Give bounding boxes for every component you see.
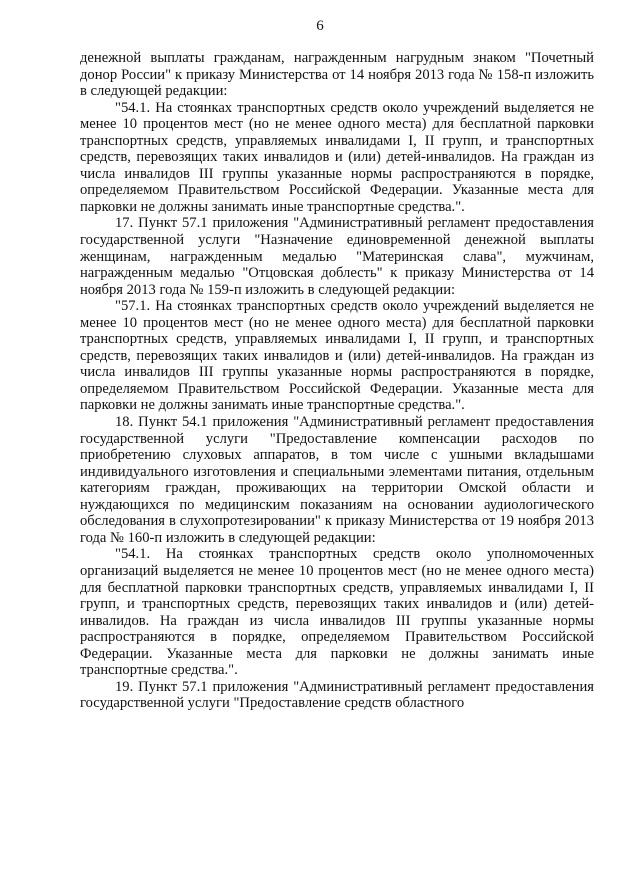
paragraph-item-17: 17. Пункт 57.1 приложения "Административный регламент предоставления государственной услуги "Назначение единовременной денежной выплаты женщинам, награжденным медалью "Материнская слава", мужчинам, награжденным медалью "Отцовская доблесть" к приказу Министерства от 14 ноября 2013 года № 159-п изложить в следующей редакции: xyxy=(80,215,594,298)
paragraph-158-p-tail: денежной выплаты гражданам, награжденным нагрудным знаком "Почетный донор России" к приказу Министерства от 14 ноября 2013 года № 158-п изложить в следующей редакции: xyxy=(80,50,594,100)
paragraph-57-1-text: "57.1. На стоянках транспортных средств около учреждений выделяется не менее 10 процентов мест (но не менее одного места) для бесплатной парковки транспортных средств, управляемых инвалидами I, II групп, и транспортных средств, перевозящих таких инвалидов и (или) детей-инвалидов. На граждан из числа инвалидов III группы указанные нормы распространяются в порядке, определяемом Правительством Российской Федерации. Указанные места для парковки не должны занимать иные транспортные средства.". xyxy=(80,298,594,414)
paragraph-54-1-text: "54.1. На стоянках транспортных средств около учреждений выделяется не менее 10 процентов мест (но не менее одного места) для бесплатной парковки транспортных средств, управляемых инвалидами I, II групп, и транспортных средств, перевозящих таких инвалидов и (или) детей-инвалидов. На граждан из числа инвалидов III группы указанные нормы распространяются в порядке, определяемом Правительством Российской Федерации. Указанные места для парковки не должны занимать иные транспортные средства.". xyxy=(80,99,594,215)
paragraph-54-1-text-second: "54.1. На стоянках транспортных средств около уполномоченных организаций выделяется не менее 10 процентов мест (но не менее одного места) для бесплатной парковки транспортных средств, управляемых инвалидами I, II групп, и транспортных средств, перевозящих таких инвалидов и (или) детей-инвалидов. На граждан из числа инвалидов III группы указанные нормы распространяются в порядке, определяемом Правительством Российской Федерации. Указанные места для парковки не должны занимать иные транспортные средства.". xyxy=(80,546,594,679)
paragraph-item-18: 18. Пункт 54.1 приложения "Административный регламент предоставления государственной услуги "Предоставление компенсации расходов по приобретению слуховых аппаратов, в том числе с ушными вкладышами индивидуального изготовления и специальными элементами питания, отдельным категориям граждан, проживающих на территории Омской области и нуждающихся по медицинским показаниям на основании аудиологического обследования в слухопротезировании" к приказу Министерства от 19 ноября 2013 года № 160-п изложить в следующей редакции: xyxy=(80,414,594,546)
document-body xyxy=(80,50,594,712)
paragraph-item-19: 19. Пункт 57.1 приложения "Административный регламент предоставления государственной услуги "Предоставление средств областного xyxy=(80,678,594,712)
page-number: 6 xyxy=(316,18,324,34)
